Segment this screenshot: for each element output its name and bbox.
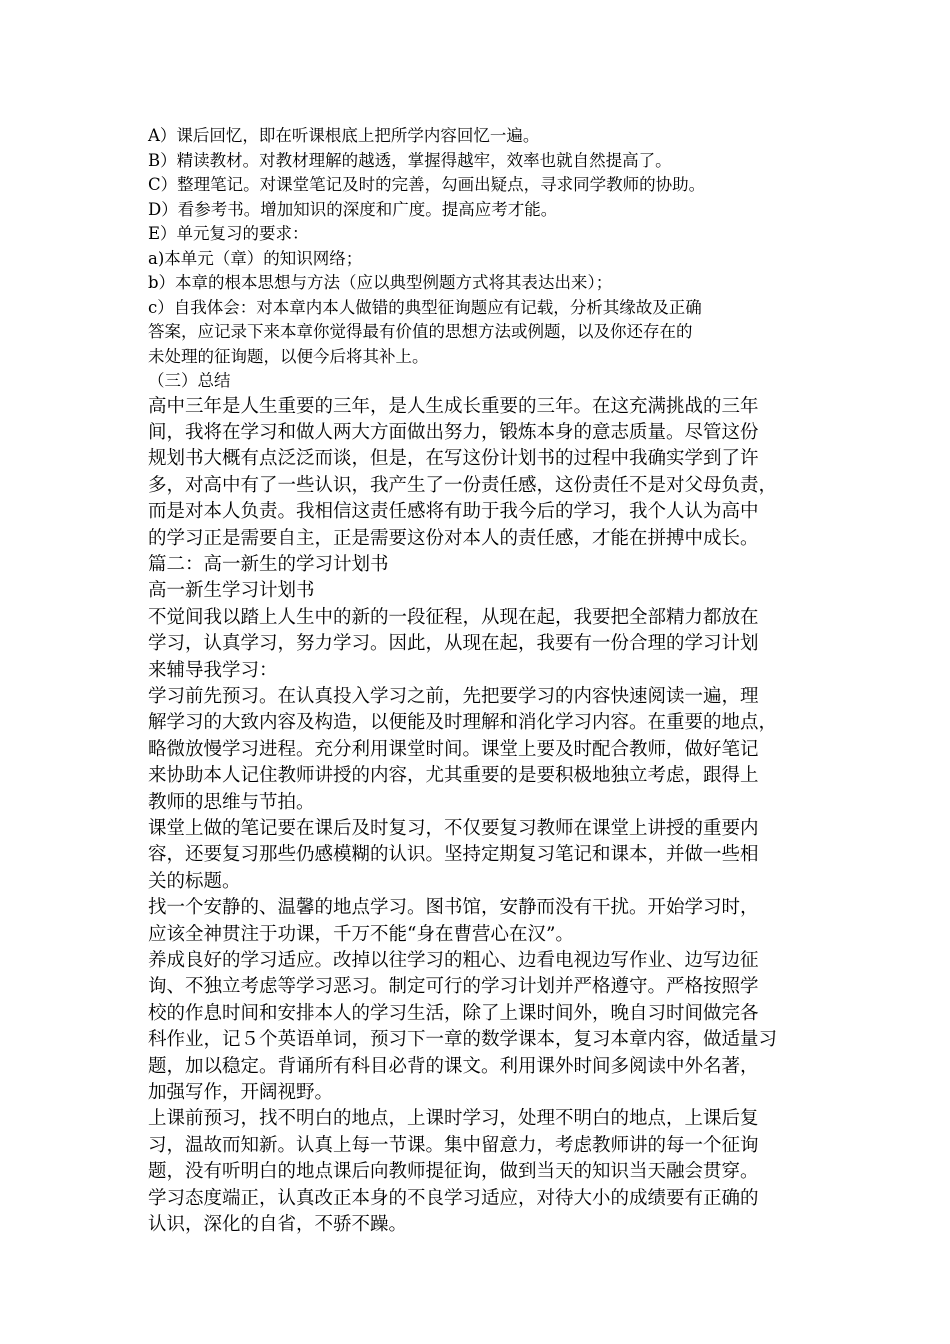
paragraph-good-habits: 养成良好的学习适应。改掉以往学习的粗心、边看电视边写作业、边写边征 询、不独立考虑等学习恶习。制定可行的学习计划并严格遵守。严格按照学 校的作息时间和安排本人的学习生活，除了上课时间外，晚自习时间做完各 科作业，记５个英语单词，预习下一章的数学课本，复习本章内容，做适量习 题，加以稳定。背诵所有科目必背的课文。利用课外时间多阅读中外名著， 加强写作，开阔视野。 [148, 950, 778, 1104]
paragraph-review-recall: A）课后回忆，即在听课根底上把所学内容回忆一遍。 [148, 126, 540, 145]
paragraph-organize-notes: C）整理笔记。对课堂笔记及时的完善，勾画出疑点，寻求同学教师的协助。 [148, 175, 706, 194]
study-methods-section [148, 124, 808, 394]
study-plan-title: 高一新生学习计划书 [148, 580, 315, 602]
article-two-heading: 篇二：高一新生的学习计划书 [148, 553, 389, 575]
paragraph-reference-books: D）看参考书。增加知识的深度和广度。提高应考才能。 [148, 199, 558, 219]
paragraph-preview: 学习前先预习。在认真投入学习之前，先把要学习的内容快速阅读一遍，理 解学习的大致内容及构造，以便能及时理解和消化学习内容。在重要的地点， 略微放慢学习进程。充分利用课堂时间。课堂上要及时配合教师，做好笔记 来协助本人记住教师讲授的内容，尤其重要的是要积极地独立考虑，跟得上 教师的思维与节拍。 [148, 685, 778, 813]
paragraph-unit-review: E）单元复习的要求： [148, 224, 309, 243]
paragraph-introduction: 不觉间我以踏上人生中的新的一段征程，从现在起，我要把全部精力都放在 学习，认真学习，努力学习。因此，从现在起，我要有一份合理的学习计划 来辅导我学习： [148, 606, 759, 681]
summary-and-plan-section [148, 394, 808, 1239]
paragraph-knowledge-network: a)本单元（章）的知识网络； [148, 248, 363, 268]
paragraph-read-textbook: B）精读教材。对教材理解的越透，掌握得越牢，效率也就自然提高了。 [148, 150, 672, 170]
paragraph-notes-review: 课堂上做的笔记要在课后及时复习，不仅要复习教师在课堂上讲授的重要内 容，还要复习那些仍感模糊的认识。坚持定期复习笔记和课本，并做一些相 关的标题。 [148, 818, 759, 892]
paragraph-quiet-place: 找一个安静的、温馨的地点学习。图书馆，安静而没有干扰。开始学习时， 应该全神贯注于功课，千万不能“身在曹营心在汉”。 [148, 897, 759, 945]
document-body [148, 124, 808, 1239]
paragraph-class-routine: 上课前预习，找不明白的地点，上课时学习，处理不明白的地点，上课后复 习，温故而知新。认真上每一节课。集中留意力，考虑教师讲的每一个征询 题，没有听明白的地点课后向教师提征询，做到当天的知识当天融会贯穿。 [148, 1108, 759, 1183]
paragraph-attitude: 学习态度端正，认真改正本身的不良学习适应，对待大小的成绩要有正确的 认识，深化的自省，不骄不躁。 [148, 1187, 759, 1236]
paragraph-core-ideas: b）本章的根本思想与方法（应以典型例题方式将其表达出来）； [148, 273, 613, 292]
paragraph-self-reflection: c）自我体会：对本章内本人做错的典型征询题应有记载，分析其缘故及正确 答案，应记录下来本章你觉得最有价值的思想方法或例题，以及你还存在的 未处理的征询题，以便今后将其补上。 [148, 297, 702, 366]
section-heading-summary: （三）总结 [148, 371, 231, 390]
paragraph-summary: 高中三年是人生重要的三年，是人生成长重要的三年。在这充满挑战的三年 间，我将在学习和做人两大方面做出努力，锻炼本身的意志质量。尽管这份 规划书大概有点泛泛而谈，但是，在写这份计划书的过程中我确实学到了许 多，对高中有了一些认识，我产生了一份责任感，这份责任不是对父母负责， 而是对本人负责。我相信这责任感将有助于我今后的学习，我个人认为高中 的学习正是需要自主，正是需要这份对本人的责任感，才能在拼搏中成长。 [148, 395, 778, 549]
